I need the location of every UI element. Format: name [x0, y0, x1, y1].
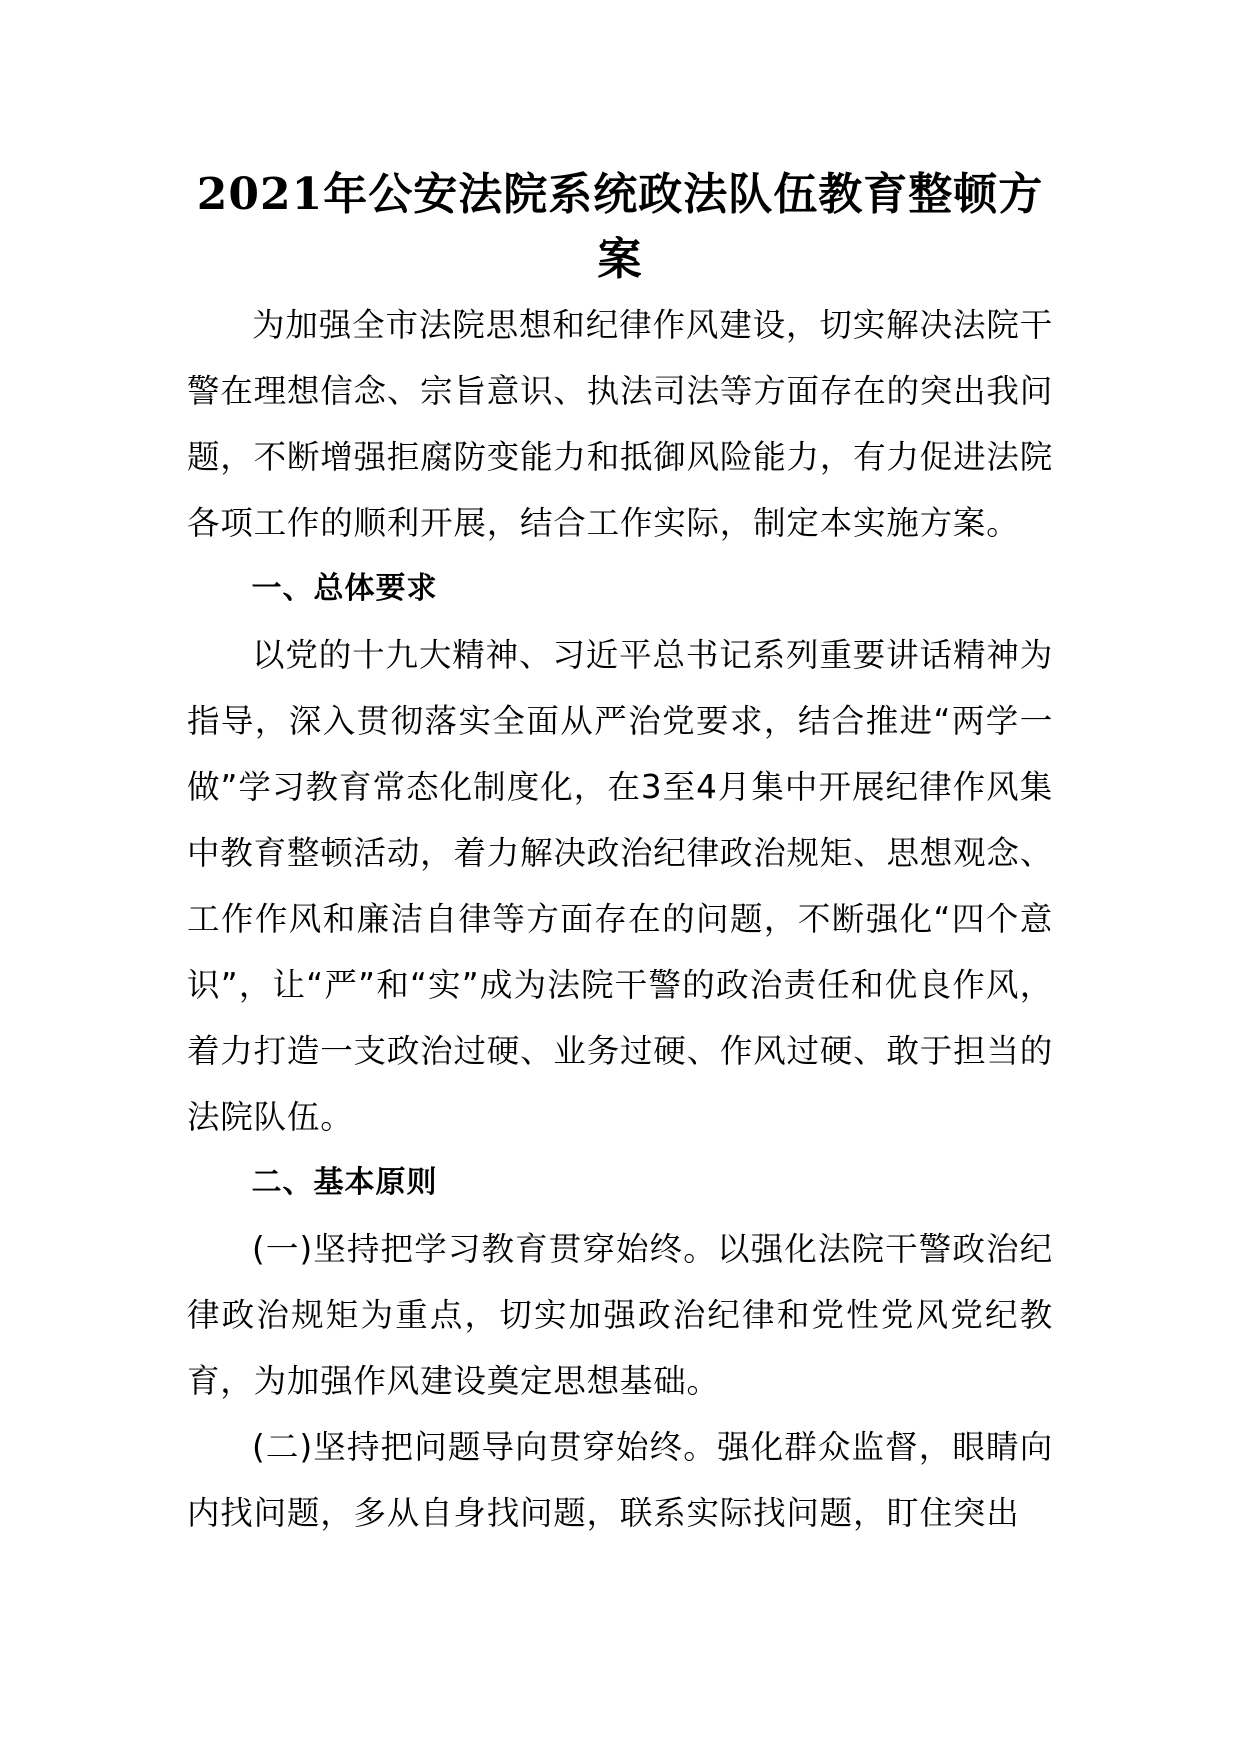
- intro-paragraph: 为加强全市法院思想和纪律作风建设，切实解决法院干警在理想信念、宗旨意识、执法司法等方面存在的突出我问题，不断增强拒腐防变能力和抵御风险能力，有力促进法院各项工作的顺利开展，结合工作实际，制定本实施方案。: [187, 306, 1053, 542]
- section-heading-general-requirements: 一、总体要求: [251, 571, 438, 606]
- section-heading-basic-principles: 二、基本原则: [251, 1165, 438, 1200]
- document-page: [187, 162, 1053, 1546]
- document-title: 2021年公安法院系统政法队伍教育整顿方案: [196, 169, 1044, 285]
- principle-paragraph-1: (一)坚持把学习教育贯穿始终。以强化法院干警政治纪律政治规矩为重点，切实加强政治纪律和党性党风党纪教育，为加强作风建设奠定思想基础。: [187, 1230, 1053, 1400]
- general-requirements-paragraph: 以党的十九大精神、习近平总书记系列重要讲话精神为指导，深入贯彻落实全面从严治党要求，结合推进“两学一做”学习教育常态化制度化，在3至4月集中开展纪律作风集中教育整顿活动，着力解决政治纪律政治规矩、思想观念、工作作风和廉洁自律等方面存在的问题，不断强化“四个意识”，让“严”和“实”成为法院干警的政治责任和优良作风，着力打造一支政治过硬、业务过硬、作风过硬、敢于担当的法院队伍。: [187, 636, 1053, 1136]
- principle-paragraph-2: (二)坚持把问题导向贯穿始终。强化群众监督，眼睛向内找问题，多从自身找问题，联系实际找问题，盯住突出: [187, 1428, 1053, 1532]
